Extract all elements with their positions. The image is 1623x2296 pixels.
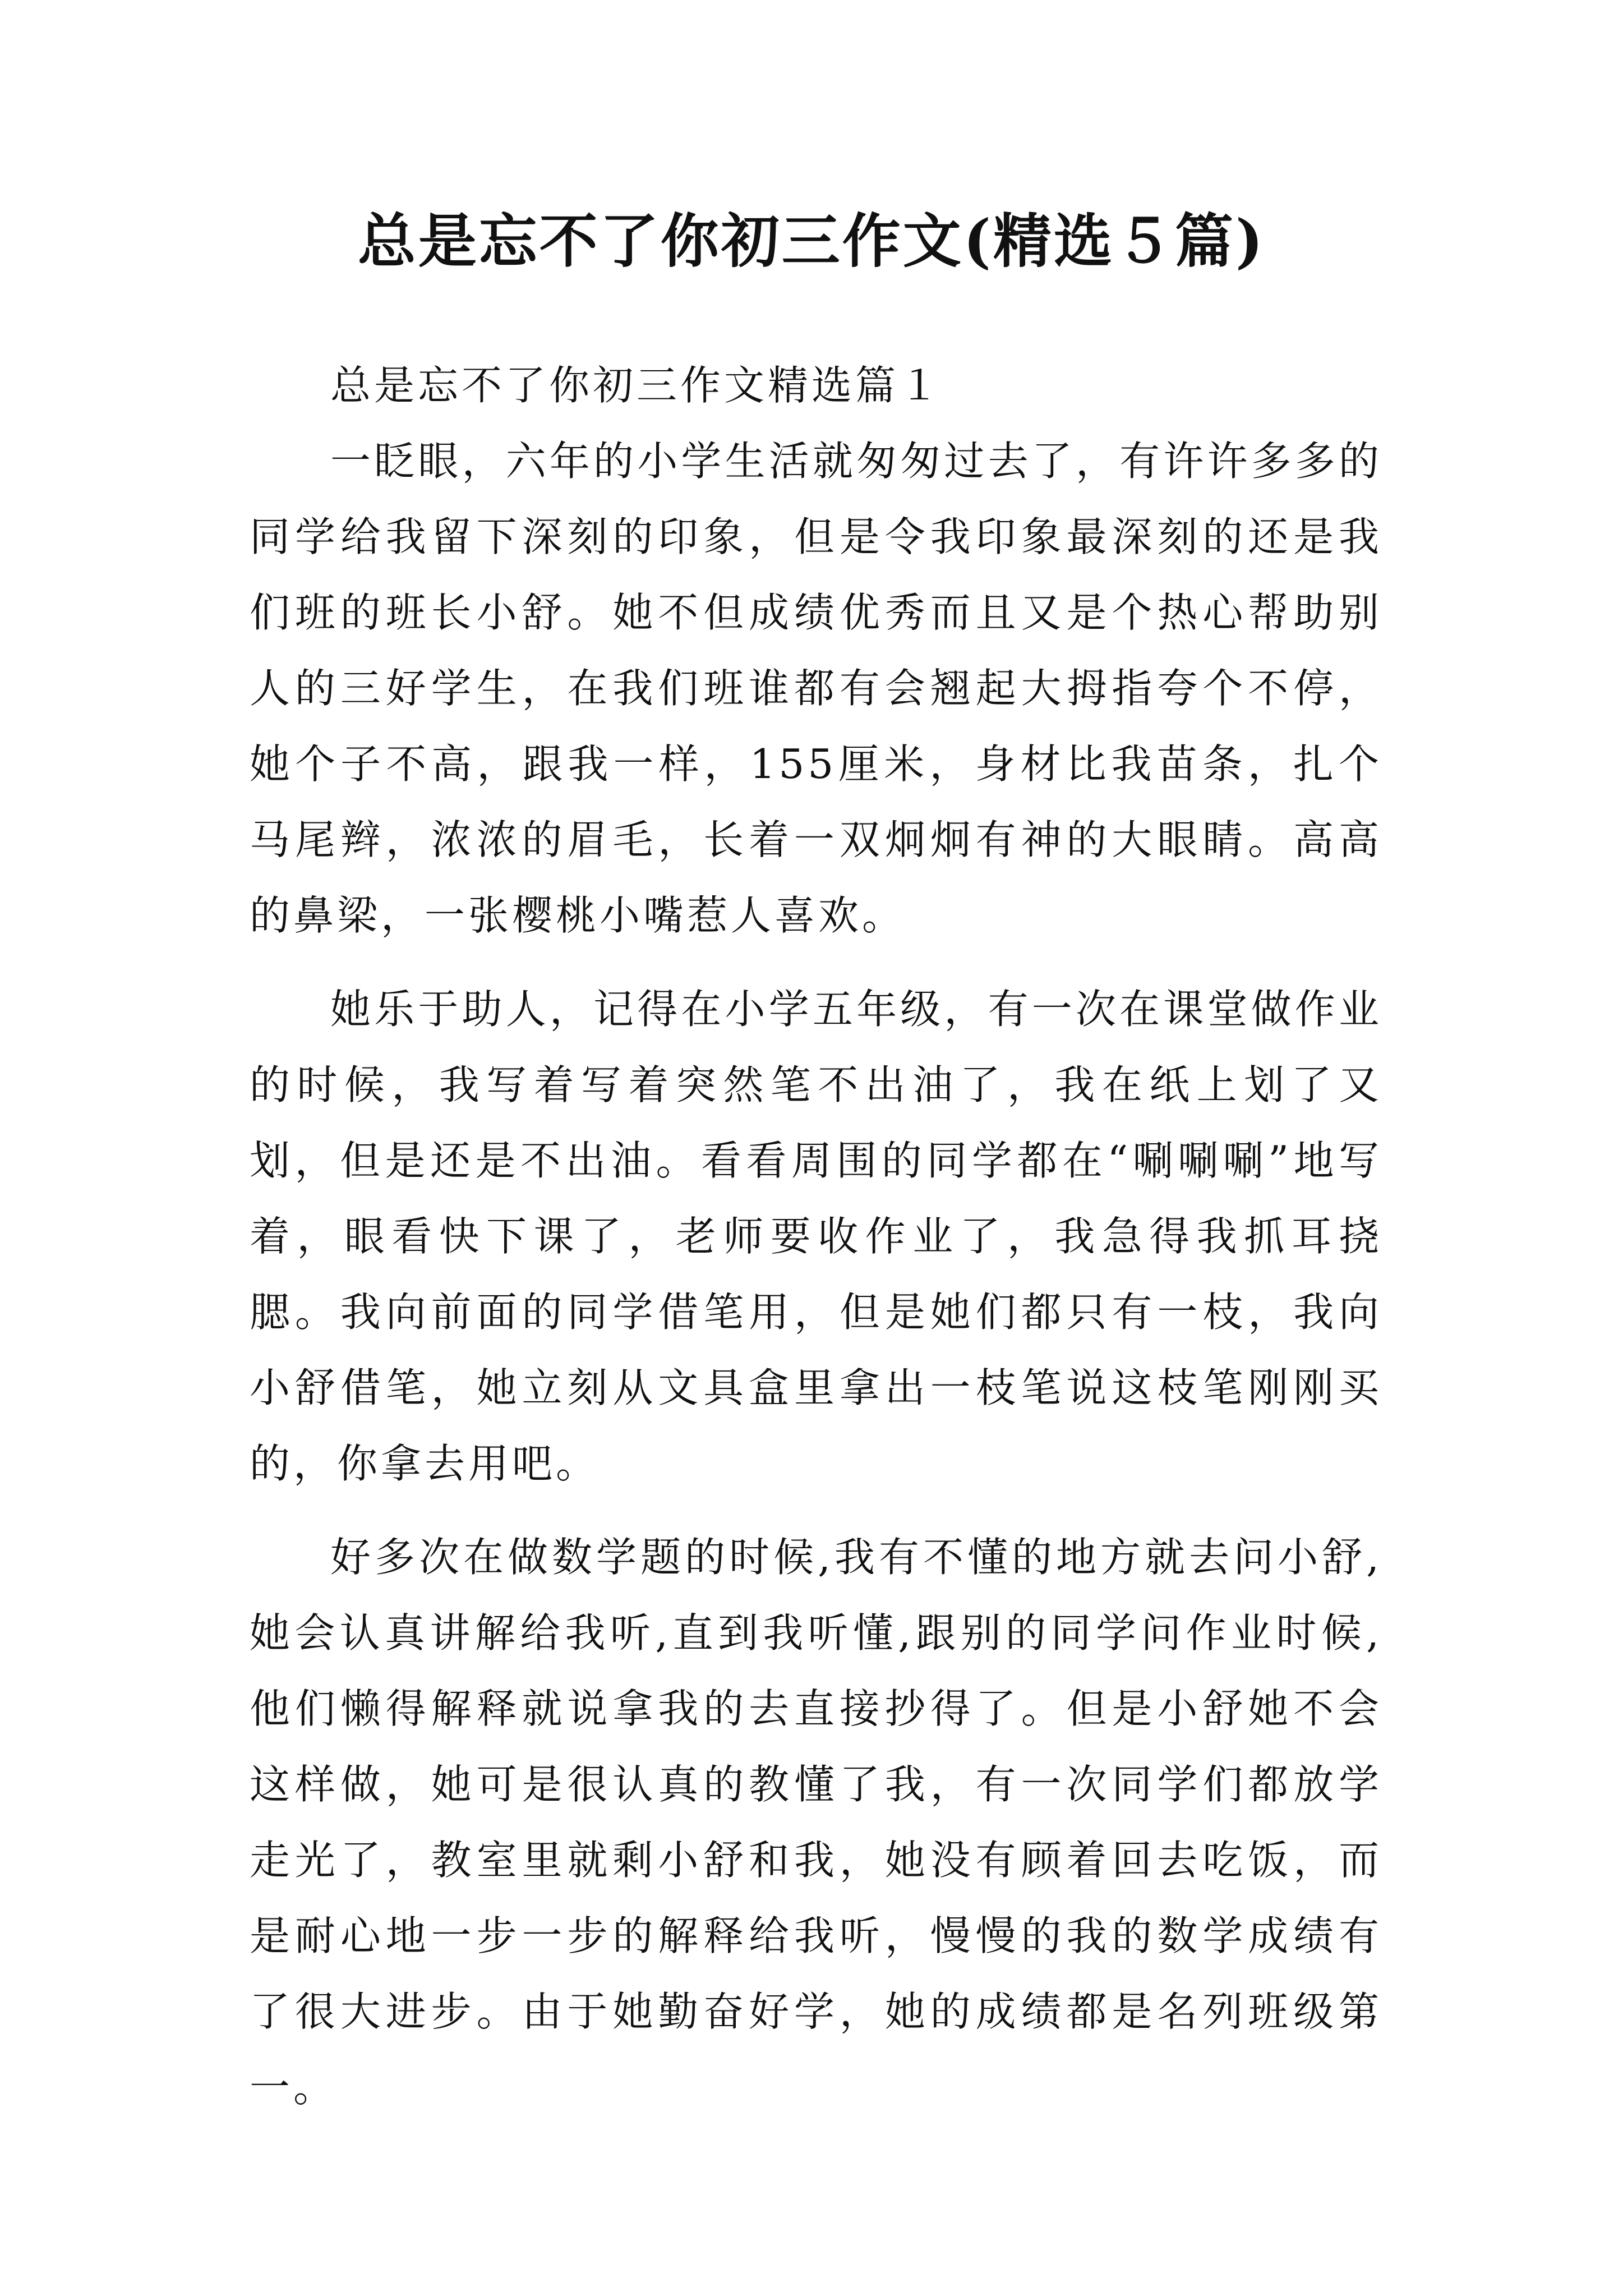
page-title: 总是忘不了你初三作文(精选５篇) — [357, 206, 1266, 275]
paragraph: 一眨眼，六年的小学生活就匆匆过去了，有许许多多的同学给我留下深刻的印象，但是令我印象最深刻的还是我们班的班长小舒。她不但成绩优秀而且又是个热心帮助别人的三好学生，在我们班谁都有会翘起大拇指夸个不停，她个子不高，跟我一样，155厘米，身材比我苗条，扎个马尾辫，浓浓的眉毛，长着一双炯炯有神的大眼睛。高高的鼻梁，一张樱桃小嘴惹人喜欢。 — [250, 438, 1382, 939]
paragraph: 好多次在做数学题的时候,我有不懂的地方就去问小舒,她会认真讲解给我听,直到我听懂,跟别的同学问作业时候,他们懒得解释就说拿我的去直接抄得了。但是小舒她不会这样做，她可是很认真的教懂了我，有一次同学们都放学走光了，教室里就剩小舒和我，她没有顾着回去吃饭，而是耐心地一步一步的解释给我听，慢慢的我的数学成绩有了很大进步。由于她勤奋好学，她的成绩都是名列班级第一。 — [250, 1534, 1382, 2111]
section-heading: 总是忘不了你初三作文精选篇１ — [330, 362, 943, 409]
document-body — [250, 348, 1382, 2143]
paragraph: 她乐于助人，记得在小学五年级，有一次在课堂做作业的时候，我写着写着突然笔不出油了，我在纸上划了又划，但是还是不出油。看看周围的同学都在“唰唰唰”地写着，眼看快下课了，老师要收作业了，我急得我抓耳挠腮。我向前面的同学借笔用，但是她们都只有一枝，我向小舒借笔，她立刻从文具盒里拿出一枝笔说这枝笔刚刚买的，你拿去用吧。 — [250, 986, 1382, 1487]
